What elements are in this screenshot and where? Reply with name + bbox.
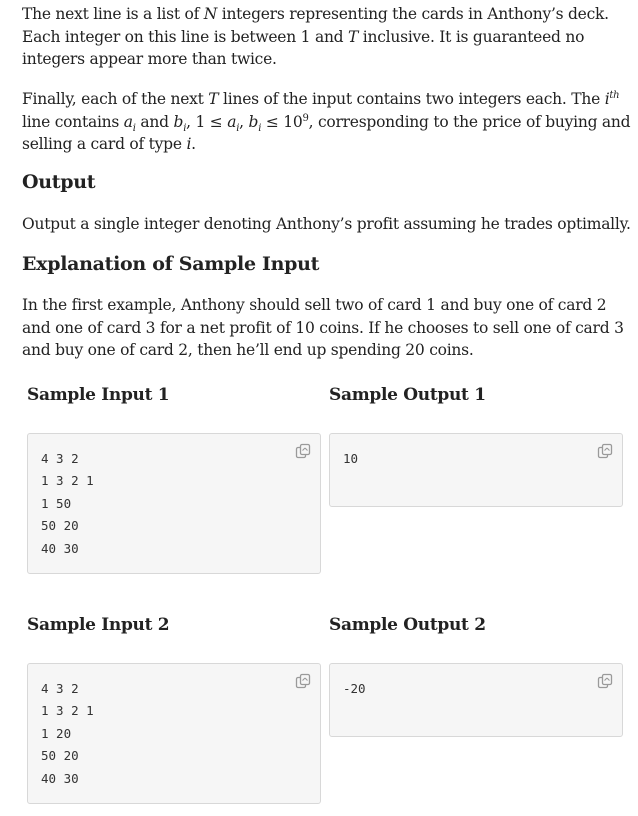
output-heading: Output: [22, 171, 96, 193]
explanation-text: In the first example, Anthony should sell two of card 1 and buy one of card 2 and one of card 3 for a net profit of 10 coins. If he chooses to sell one of card 3 and buy one of card 2, then he’ll end up spending 20 coins.: [22, 296, 624, 359]
sample-input-2-label: Sample Input 2: [27, 615, 170, 635]
input-description-prices: Finally, each of the next T lines of the input contains two integers each. The $i^{th}$ line contains $a_i$ and $b_i$, $1 \le a_i$, $b_i \le 10^9$, corresponding to the price of buying and selling a card of type i.: [22, 89, 631, 153]
copy-icon[interactable]: [596, 672, 614, 690]
sample-output-1-box: [329, 433, 623, 507]
explanation-heading: Explanation of Sample Input: [22, 253, 320, 275]
copy-icon[interactable]: [294, 442, 312, 460]
sample-output-2-code: -20: [343, 681, 366, 696]
sample-output-1-label: Sample Output 1: [329, 385, 486, 405]
sample-input-1-box: [27, 433, 321, 574]
sample-input-2-code: 4 3 2 1 3 2 1 1 20 50 20 40 30: [41, 681, 94, 786]
output-description: Output a single integer denoting Anthony’s profit assuming he trades optimally.: [22, 215, 631, 233]
sample-output-2-label: Sample Output 2: [329, 615, 486, 635]
sample-input-2-box: [27, 663, 321, 804]
copy-icon[interactable]: [596, 442, 614, 460]
copy-icon[interactable]: [294, 672, 312, 690]
sample-input-1-code: 4 3 2 1 3 2 1 1 50 50 20 40 30: [41, 451, 94, 556]
sample-input-1-label: Sample Input 1: [27, 385, 170, 405]
sample-output-2-box: [329, 663, 623, 737]
sample-output-1-code: 10: [343, 451, 359, 466]
input-description-deck: The next line is a list of N integers representing the cards in Anthony’s deck. Each integer on this line is between 1 and T inclusive. It is guaranteed no integers appear more than twice.: [22, 5, 609, 68]
